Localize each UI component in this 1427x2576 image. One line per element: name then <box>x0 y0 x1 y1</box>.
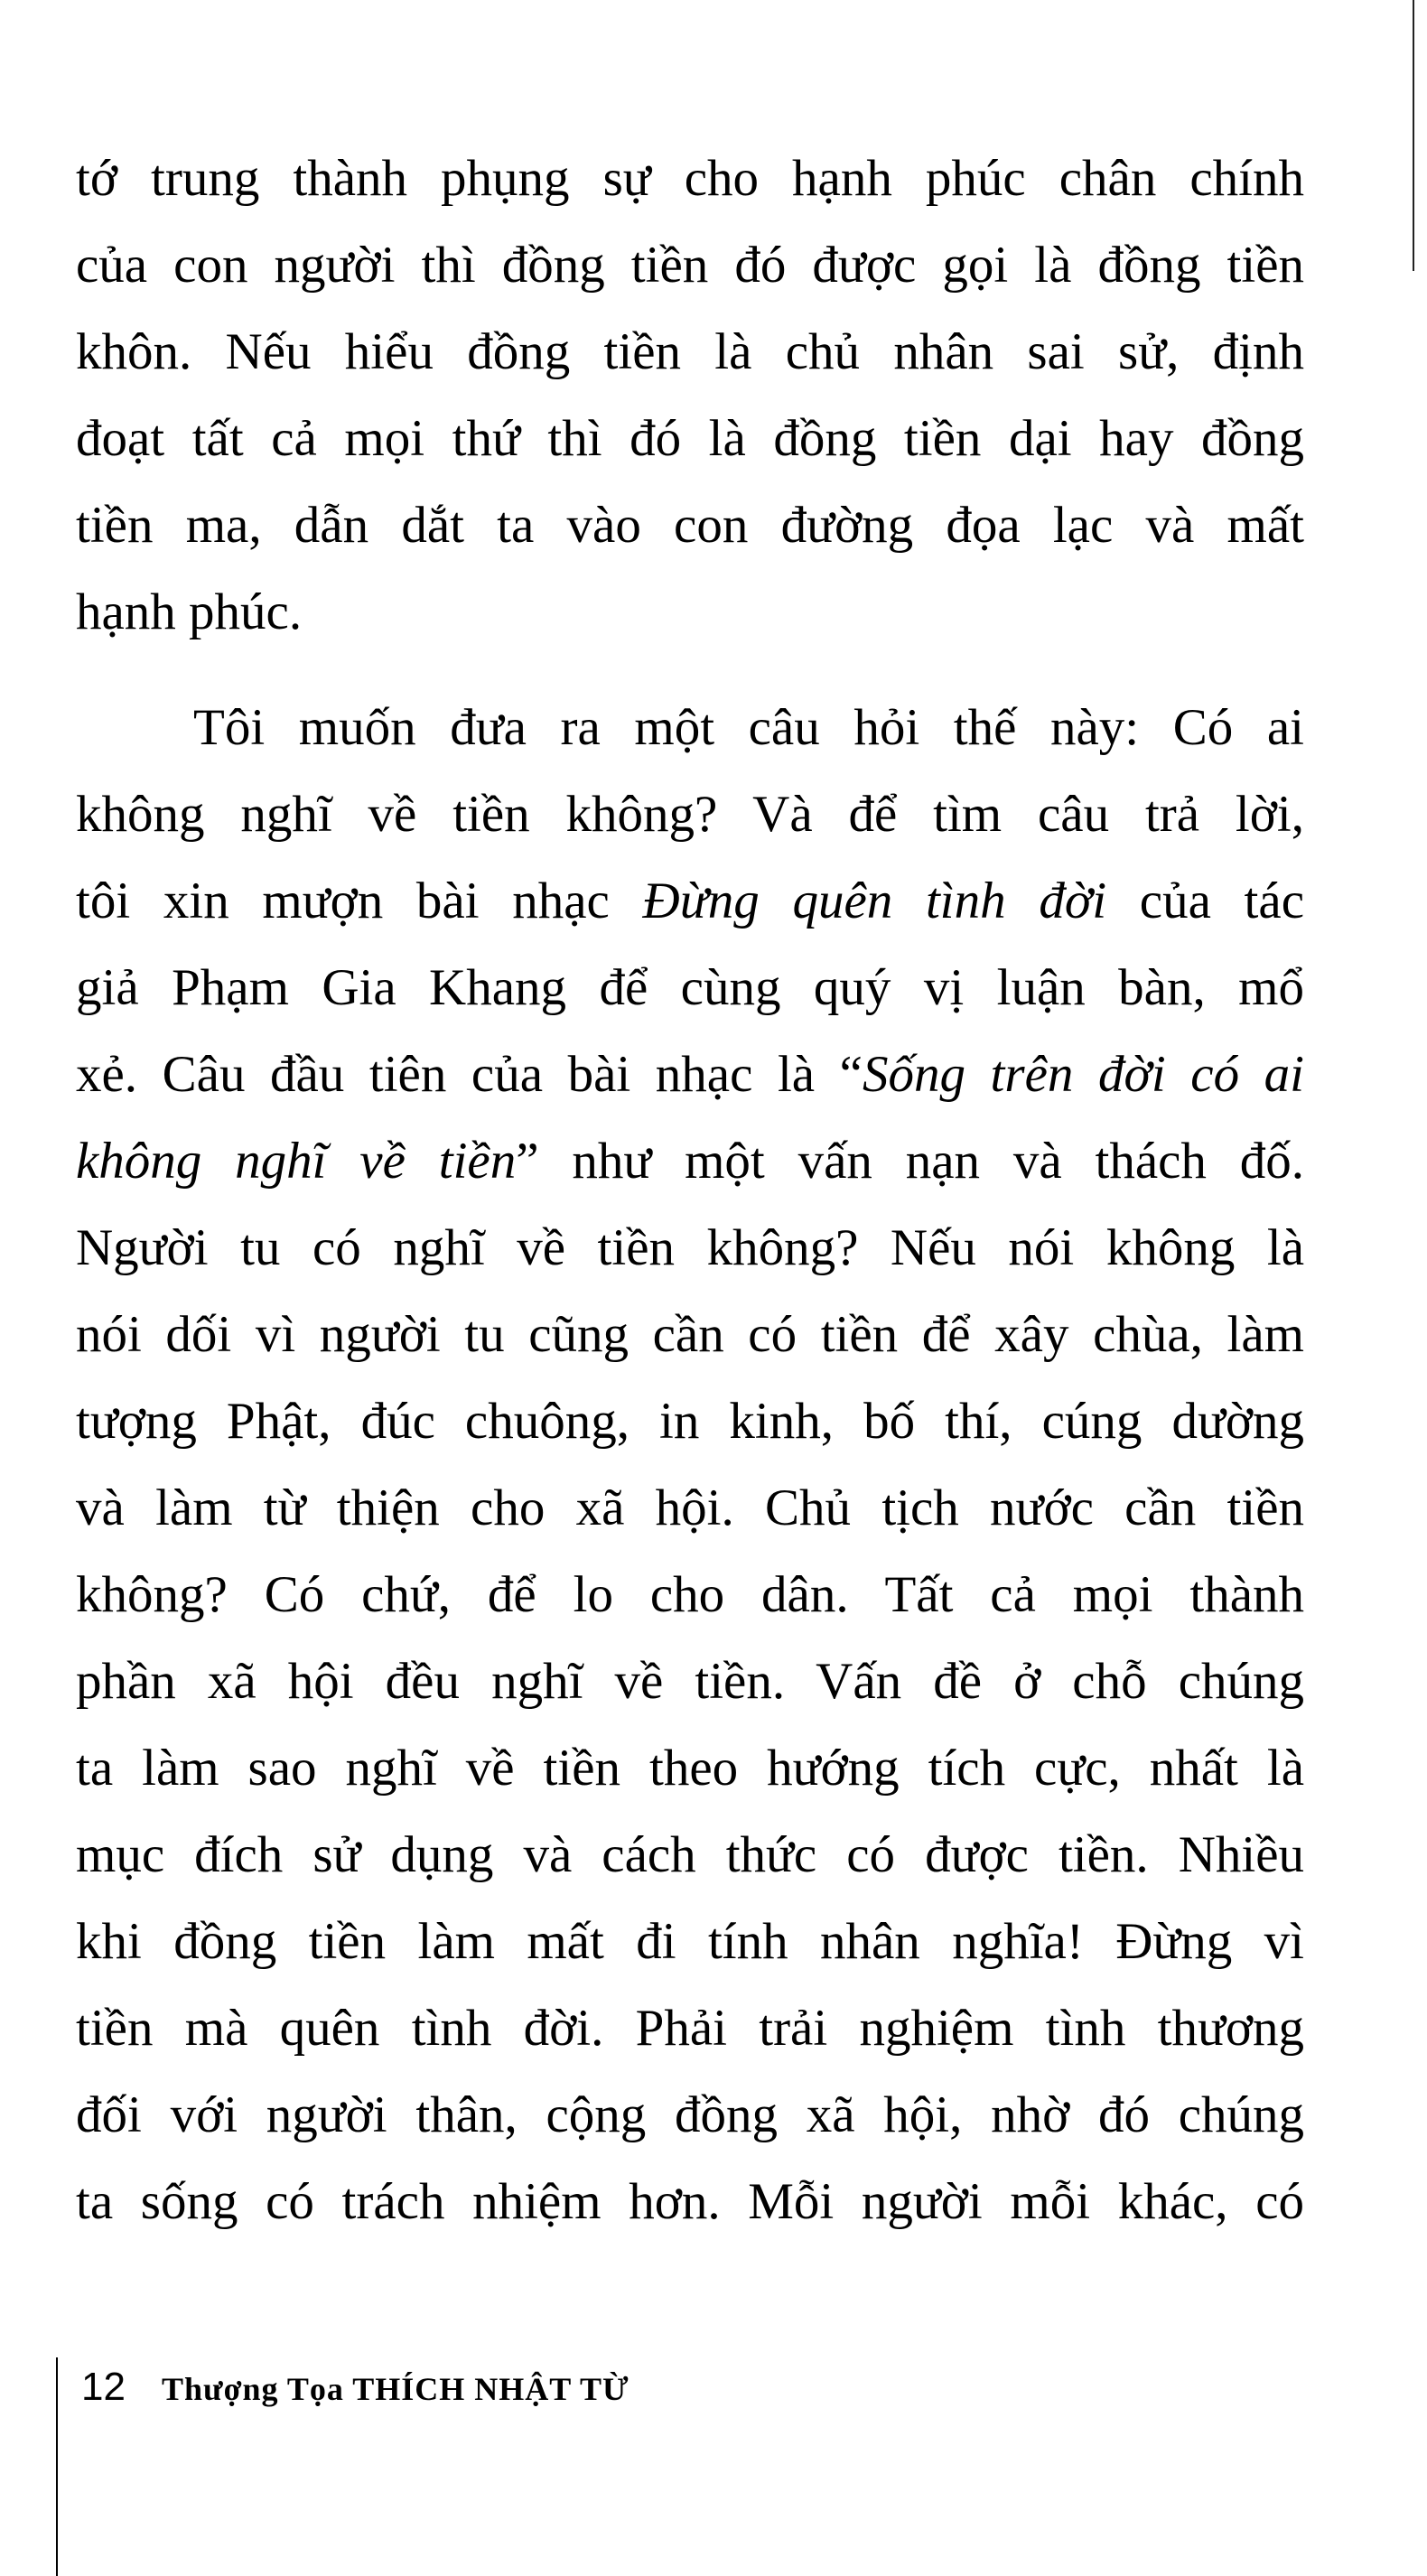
text-line: tiền ma, dẫn dắt ta vào con đường đọa lạc và mất <box>76 497 1304 554</box>
text-line-with-song-title <box>76 858 1304 945</box>
text-line: mục đích sử dụng và cách thức có được tiền. Nhiều <box>76 1826 1304 1883</box>
text-line: Người tu có nghĩ về tiền không? Nếu nói không là <box>76 1219 1304 1276</box>
paragraph-2 <box>76 685 1304 2245</box>
page-footer <box>61 2365 630 2410</box>
text-line-with-quote <box>76 1118 1304 1205</box>
page-number: 12 <box>81 2365 126 2409</box>
song-title: Đừng quên tình đời <box>642 873 1107 929</box>
text-segment: của tác <box>1106 873 1304 929</box>
song-quote: Sống trên đời có ai <box>862 1046 1304 1103</box>
text-line: phần xã hội đều nghĩ về tiền. Vấn đề ở chỗ chúng <box>76 1653 1304 1710</box>
text-line: không nghĩ về tiền không? Và để tìm câu trả lời, <box>76 786 1304 843</box>
footer-rule <box>56 2357 58 2576</box>
text-line: Tôi muốn đưa ra một câu hỏi thế này: Có ai <box>193 699 1304 756</box>
text-line: tớ trung thành phụng sự cho hạnh phúc chân chính <box>76 150 1304 207</box>
text-line: và làm từ thiện cho xã hội. Chủ tịch nước cần tiền <box>76 1479 1304 1536</box>
text-segment: xẻ. Câu đầu tiên của bài nhạc là “ <box>76 1046 863 1103</box>
text-line: không? Có chứ, để lo cho dân. Tất cả mọi thành <box>76 1566 1304 1623</box>
text-line: giả Phạm Gia Khang để cùng quý vị luận bàn, mổ <box>76 959 1304 1016</box>
text-line: tượng Phật, đúc chuông, in kinh, bố thí, cúng dường <box>76 1393 1304 1450</box>
running-title: Thượng Tọa THÍCH NHẬT TỪ <box>161 2371 630 2407</box>
song-quote: không nghĩ về tiền <box>76 1133 517 1190</box>
text-line: ta làm sao nghĩ về tiền theo hướng tích cực, nhất là <box>76 1740 1304 1797</box>
text-line: đối với người thân, cộng đồng xã hội, nhờ đó chúng <box>76 2086 1304 2143</box>
text-line: đoạt tất cả mọi thứ thì đó là đồng tiền dại hay đồng <box>76 410 1304 467</box>
text-segment: ” như một vấn nạn và thách đố. <box>516 1133 1304 1190</box>
text-line: khi đồng tiền làm mất đi tính nhân nghĩa! Đừng vì <box>76 1913 1304 1970</box>
text-line: tiền mà quên tình đời. Phải trải nghiệm tình thương <box>76 2000 1304 2057</box>
text-line: của con người thì đồng tiền đó được gọi là đồng tiền <box>76 237 1304 294</box>
text-segment: tôi xin mượn bài nhạc <box>76 873 643 929</box>
page-edge-line <box>1413 0 1414 271</box>
text-line: khôn. Nếu hiểu đồng tiền là chủ nhân sai sử, định <box>76 323 1304 380</box>
paragraph-1 <box>76 135 1304 656</box>
page-body <box>76 135 1304 2245</box>
text-line-with-quote <box>76 1031 1304 1118</box>
text-line: hạnh phúc. <box>76 583 303 640</box>
text-line: ta sống có trách nhiệm hơn. Mỗi người mỗi khác, có <box>76 2173 1304 2230</box>
text-line: nói dối vì người tu cũng cần có tiền để xây chùa, làm <box>76 1306 1304 1363</box>
